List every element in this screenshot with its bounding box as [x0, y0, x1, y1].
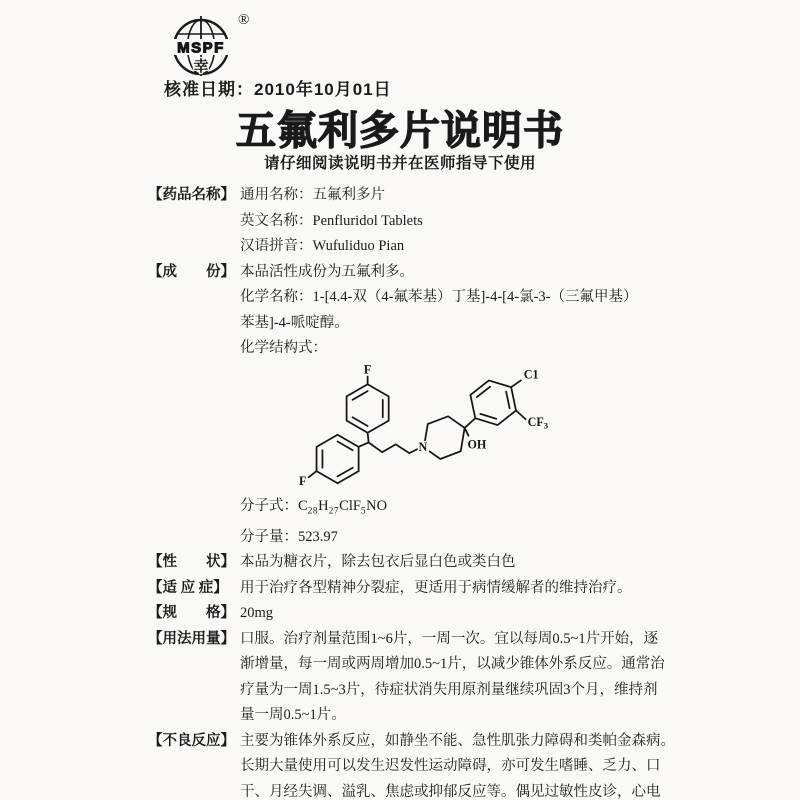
dosage-line-3: 疗量为一周1.5~3片，待症状消失用原剂量继续巩固3个月，维持剂	[240, 681, 658, 698]
section-adverse-reactions	[148, 729, 675, 800]
chlorine-label: C1	[523, 366, 539, 381]
section-label-drug-name: 【药品名称】	[148, 187, 235, 203]
insert-body	[148, 183, 675, 800]
globe-logo-icon	[158, 6, 253, 78]
adverse-line-1: 主要为锥体外系反应，如静坐不能、急性肌张力障碍和类帕金森病。	[240, 732, 675, 749]
fluorine-bottom-label: F	[298, 473, 307, 488]
active-ingredient-line: 本品活性成份为五氟利多。	[240, 263, 414, 280]
section-label-strength: 【规 格】	[148, 605, 235, 621]
dosage-line-4: 量一周0.5~1片。	[240, 707, 346, 723]
strength-text: 20mg	[240, 605, 274, 621]
page-subtitle: 请仔细阅读说明书并在医师指导下使用	[263, 155, 536, 172]
fluorine-top-label: F	[363, 362, 372, 377]
pinyin-name-line: 汉语拼音：Wufuliduo Pian	[240, 238, 405, 254]
page-title: 五氟利多片说明书	[236, 109, 564, 153]
adverse-line-3: 干、月经失调、溢乳、焦虑或抑郁反应等。偶见过敏性皮诊，心电	[240, 783, 661, 800]
english-name-line: 英文名称：Penfluridol Tablets	[240, 212, 423, 229]
structure-caption: 化学结构式：	[240, 340, 327, 356]
dosage-line-2: 渐增量，每一周或两周增加0.5~1片，以减少锥体外系反应。通常治	[240, 656, 665, 672]
nitrogen-label: N	[418, 439, 428, 454]
logo-acronym: MSPF	[177, 39, 225, 57]
section-label-dosage: 【用法用量】	[148, 630, 235, 647]
section-strength	[148, 601, 664, 627]
molecular-weight-line: 分子量：523.97	[240, 528, 338, 545]
section-dosage	[148, 627, 664, 729]
chemical-name-line-2: 苯基]-4-哌啶醇。	[240, 314, 349, 331]
section-drug-name	[148, 183, 664, 260]
adverse-line-2: 长期大量使用可以发生迟发性运动障碍，亦可发生嗜睡、乏力、口	[240, 758, 661, 774]
section-description	[148, 550, 664, 576]
section-composition	[148, 260, 664, 551]
section-label-adverse: 【不良反应】	[148, 732, 235, 749]
generic-name-line: 通用名称：五氟利多片	[240, 187, 385, 203]
molecular-formula-line: 分子式：$C_{28}H_{27}ClF_5NO$	[240, 497, 388, 516]
registered-trademark-icon: ®	[238, 12, 250, 28]
section-indications	[148, 576, 664, 602]
dosage-line-1: 口服。治疗剂量范围1~6片，一周一次。宜以每周0.5~1片开始，逐	[240, 630, 659, 647]
indications-text: 用于治疗各型精神分裂症，更适用于病情缓解者的维持治疗。	[240, 579, 632, 596]
chemical-name-line-1: 化学名称：1-[4.4-双（4-氟苯基）丁基]-4-[4-氯-3-（三氟甲基）	[240, 289, 638, 305]
section-label-composition: 【成 份】	[148, 263, 235, 280]
penfluridol-structure-icon	[284, 362, 556, 490]
hydroxyl-label: OH	[467, 436, 487, 451]
description-text: 本品为糖衣片，除去包衣后显白色或类白色	[240, 554, 516, 570]
approval-date: 核准日期：2010年10月01日	[164, 80, 392, 99]
chemical-structure-diagram	[240, 362, 664, 494]
section-label-indications: 【适 应 症】	[148, 579, 228, 596]
logo-bottom-glyph: 幸	[193, 59, 209, 75]
trifluoromethyl-label: $CF_3$	[527, 414, 549, 430]
manufacturer-logo	[158, 6, 253, 83]
section-label-description: 【性 状】	[148, 554, 235, 570]
